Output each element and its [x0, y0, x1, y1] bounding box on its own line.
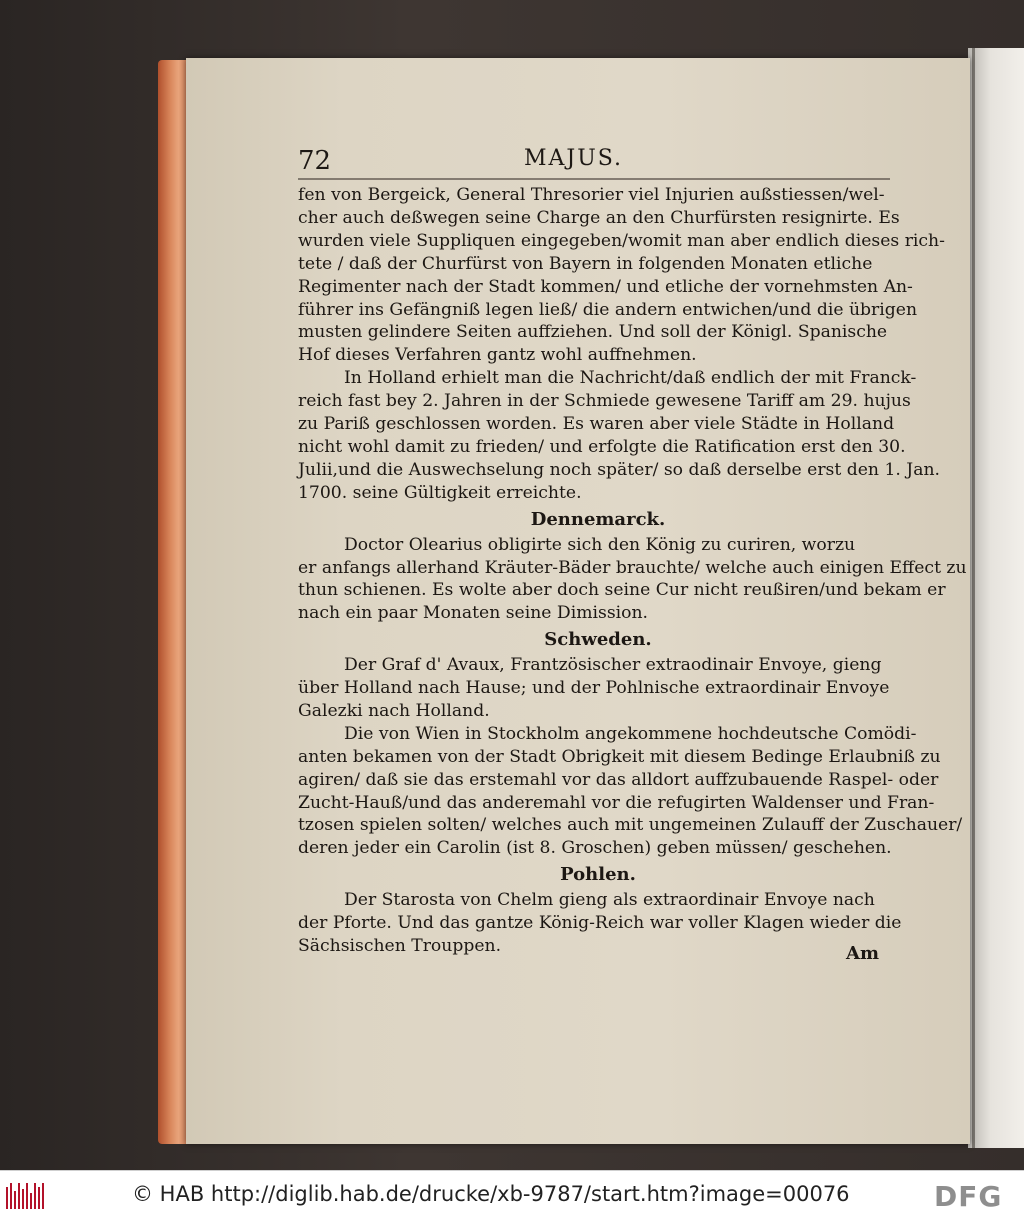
text-line: Sächsischen Trouppen. [298, 936, 502, 956]
text-line: Hof dieses Verfahren gantz wohl auffnehmen. [298, 345, 697, 366]
text-line: Regimenter nach der Stadt kommen/ und etliche der vornehmsten An- [298, 276, 913, 297]
text-line: Zucht-Hauß/und das anderemahl vor die refugirten Waldenser und Fran- [298, 792, 935, 813]
text-line: 1700. seine Gültigkeit erreichte. [298, 482, 582, 503]
page-gutter-line [972, 48, 975, 1148]
text-line: fen von Bergeick, General Thresorier viel Injurien außstiessen/wel- [298, 185, 885, 205]
section-heading-dennemarck: Dennemarck. [530, 508, 666, 530]
page-number: 72 [298, 146, 332, 176]
text-line: tzosen spielen solten/ welches auch mit ungemeinen Zulauff der Zuschauer/ [298, 815, 963, 836]
text-line: Die von Wien in Stockholm angekommene hochdeutsche Comödi- [344, 723, 917, 744]
header-rule [298, 178, 890, 180]
text-line: über Holland nach Hause; und der Pohlnische extraordinair Envoye [298, 678, 890, 699]
text-line: deren jeder ein Carolin (ist 8. Groschen) geben müssen/ geschehen. [298, 838, 892, 859]
text-line: führer ins Gefängniß legen ließ/ die andern entwichen/und die übrigen [298, 299, 918, 320]
text-line: wurden viele Suppliquen eingegeben/womit man aber endlich dieses rich- [298, 230, 945, 251]
section-heading-schweden: Schweden. [544, 629, 652, 651]
text-line: In Holland erhielt man die Nachricht/daß endlich der mit Franck- [344, 368, 917, 389]
dfg-logo: DFG [934, 1180, 1003, 1213]
text-line: der Pforte. Und das gantze König-Reich war voller Klagen wieder die [298, 913, 902, 934]
running-head: MAJUS. [524, 146, 624, 171]
text-line: zu Pariß geschlossen worden. Es waren aber viele Städte in Holland [298, 414, 895, 435]
book-page [186, 58, 970, 1144]
section-heading-pohlen: Pohlen. [560, 864, 636, 886]
text-line: musten gelindere Seiten auffziehen. Und soll der Königl. Spanische [298, 322, 888, 343]
text-line: anten bekamen von der Stadt Obrigkeit mit diesem Bedinge Erlaubniß zu [298, 746, 941, 767]
next-page-edge [968, 48, 1024, 1148]
text-line: reich fast bey 2. Jahren in der Schmiede gewesene Tariff am 29. hujus [298, 391, 911, 412]
citation-link[interactable]: © HAB http://diglib.hab.de/drucke/xb-9787/start.htm?image=00076 [132, 1182, 850, 1206]
text-line: Der Starosta von Chelm gieng als extraordinair Envoye nach [344, 890, 875, 911]
text-line: agiren/ daß sie das erstemahl vor das alldort auffzubauende Raspel- oder [298, 769, 939, 790]
text-line: Galezki nach Holland. [298, 700, 490, 721]
page-text [298, 184, 967, 958]
text-line: thun schienen. Es wolte aber doch seine Cur nicht reußiren/und bekam er [298, 580, 946, 601]
text-line: Doctor Olearius obligirte sich den König zu curiren, worzu [344, 534, 856, 555]
text-line: nach ein paar Monaten seine Dimission. [298, 603, 649, 624]
text-line: tete / daß der Churfürst von Bayern in folgenden Monaten etliche [298, 253, 873, 274]
text-line: Julii,und die Auswechselung noch später/ so daß derselbe erst den 1. Jan. [298, 459, 940, 480]
catchword: Am [846, 943, 880, 964]
text-line: nicht wohl damit zu frieden/ und erfolgte die Ratification erst den 30. [298, 436, 906, 457]
footer-bar [0, 1170, 1024, 1218]
hab-logo-icon [6, 1181, 46, 1209]
text-line: cher auch deßwegen seine Charge an den Churfürsten resignirte. Es [298, 207, 900, 228]
text-line: er anfangs allerhand Kräuter-Bäder brauchte/ welche auch einigen Effect zu [298, 557, 967, 578]
page-header [298, 146, 898, 176]
text-line: Der Graf d' Avaux, Frantzösischer extraodinair Envoye, gieng [344, 655, 882, 676]
